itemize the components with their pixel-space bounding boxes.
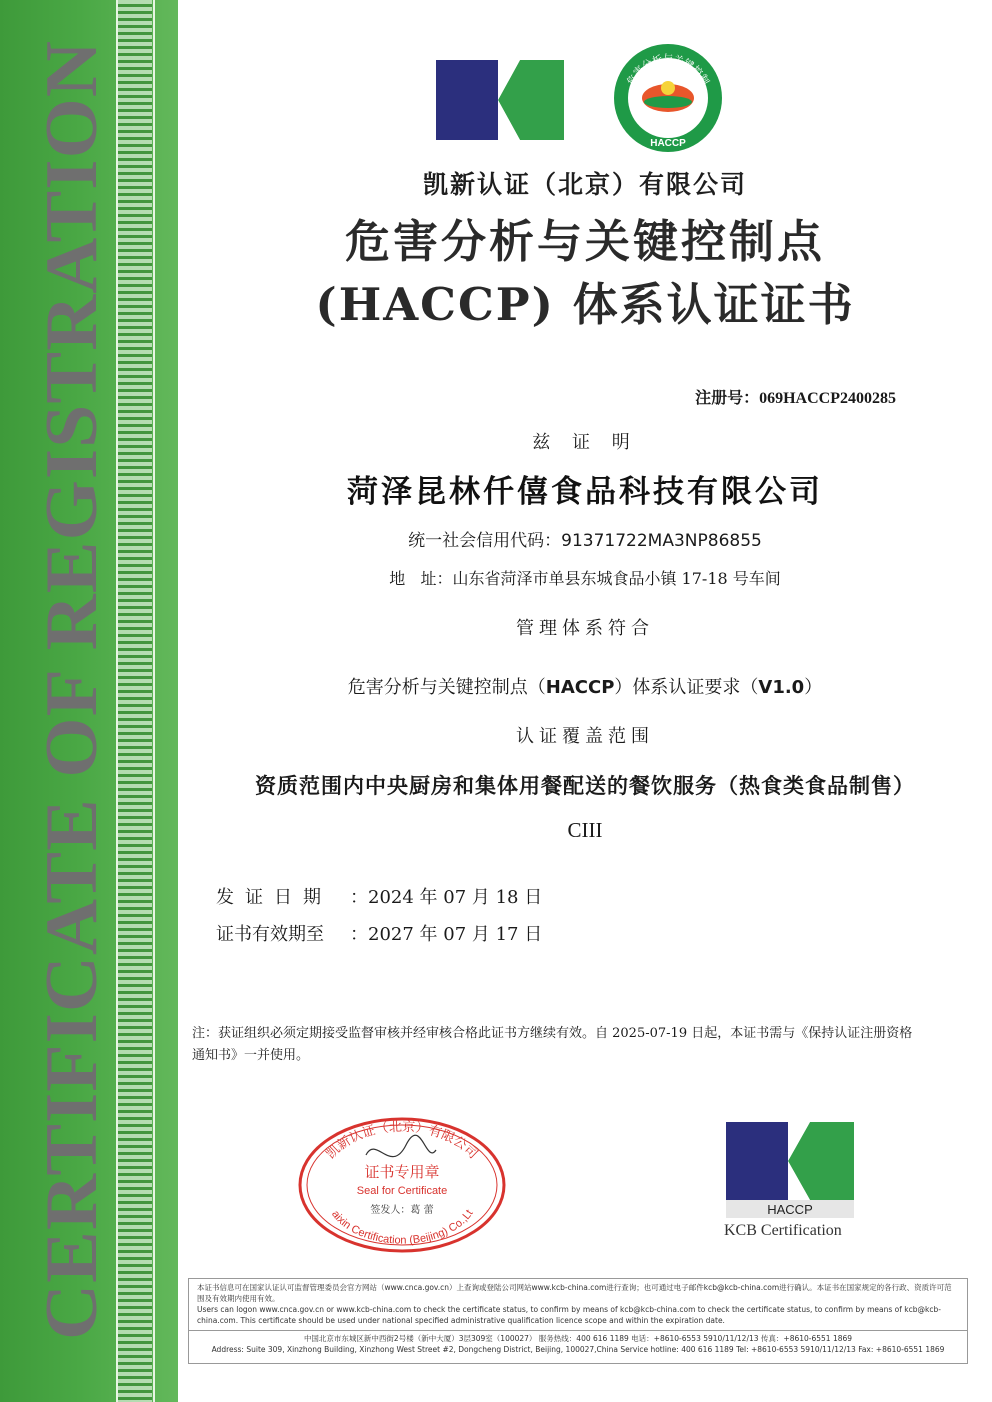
issuer-name: 凯新认证（北京）有限公司 xyxy=(422,170,747,199)
scope-heading: 认证覆盖范围 xyxy=(516,726,654,747)
issue-date-value: ：2024 年 07 月 18 日 xyxy=(350,887,543,908)
credit-code-label: 统一社会信用代码： xyxy=(408,531,562,551)
certificate-title-line2: (HACCP) 体系认证证书 xyxy=(315,278,855,331)
credit-code-line xyxy=(178,526,992,551)
standard-line xyxy=(178,673,992,699)
stamp-top-arc: 凯新认证（北京）有限公司 xyxy=(323,1119,481,1163)
haccp-seal-bottom-text: HACCP xyxy=(650,138,686,149)
kcb-haccp-logo xyxy=(726,1122,854,1218)
signature-stroke xyxy=(366,1135,436,1156)
kcb-logo xyxy=(436,60,564,140)
scope-text: 资质范围内中央厨房和集体用餐配送的餐饮服务（热食类食品制售） xyxy=(255,773,915,798)
footer-en-address: Address: Suite 309, Xinzhong Building, Xinzhong West Street #2, Dongcheng District, Beijing, 100027,China Service hotline: 400 616 1189 Tel: +8610-6553 5910/11/12/13 Fax: +8610-6551 1869 xyxy=(211,1345,945,1354)
certificate-title-line1: 危害分析与关键控制点 xyxy=(344,215,825,268)
haccp-seal-top-text: 危害分析与关键控制 xyxy=(625,54,711,88)
footer-box xyxy=(188,1278,968,1364)
company-name: 菏泽昆林仟僖食品科技有限公司 xyxy=(347,474,823,510)
standard-haccp: HACCP xyxy=(545,677,615,698)
expiry-date-label: 证书有效期至 xyxy=(216,924,324,945)
stamp-center-cn: 证书专用章 xyxy=(364,1163,440,1181)
footer-en-notice: Users can logon www.cnca.gov.cn or www.kcb-china.com to check the certificate status, to confirm by means of kcb@kcb-china.com to check the certificate status, to confirm by means of kcb@kcb-china.com. This certificate should be used under national specified administrative qualification licence scope and within the expiration date. xyxy=(197,1305,941,1325)
footer-cn-notice: 本证书信息可在国家认证认可监督管理委员会官方网站（www.cnca.gov.cn）上查询或登陆公司网站www.kcb-china.com进行查询；也可通过电子邮件kcb@kcb-china.com进行确认。本证书在国家规定的各行政、资质许可范围及有效期内使用有效。 xyxy=(197,1283,952,1303)
stamp-signer: 签发人：葛 蕾 xyxy=(370,1205,434,1216)
stamp-center-en: Seal for Certificate xyxy=(356,1185,448,1197)
registration-label: 注册号： xyxy=(695,388,760,407)
standard-mid: ）体系认证要求（ xyxy=(614,677,759,698)
standard-version: V1.0 xyxy=(758,677,805,698)
kcb-haccp-mark-text: HACCP xyxy=(767,1202,813,1217)
hereby-certify: 兹 证 明 xyxy=(532,432,638,453)
credit-code-value: 91371722MA3NP86855 xyxy=(561,531,762,551)
address-line xyxy=(178,566,992,589)
kcb-certification-caption: KCB Certification xyxy=(724,1222,842,1239)
registration-number xyxy=(695,385,896,408)
scope-code: CIII xyxy=(567,818,603,842)
registration-value: 069HACCP2400285 xyxy=(759,390,896,407)
footer-divider xyxy=(189,1330,967,1331)
standard-pre: 危害分析与关键控制点（ xyxy=(347,677,546,698)
company-stamp xyxy=(296,1115,508,1255)
side-title-wrapper xyxy=(0,0,178,1402)
standard-post: ） xyxy=(804,677,823,698)
stamp-bottom-arc: aixin Certification (Beijing) Co.,Lt xyxy=(329,1207,476,1247)
footer-cn-address: 中国北京市东城区新中西街2号楼（新中大厦）3层309室（100027） 服务热线：400 616 1189 电话：+8610-6553 5910/11/12/13 传真：+8610-6551 1869 xyxy=(303,1334,853,1343)
expiry-date-value: ：2027 年 07 月 17 日 xyxy=(350,924,543,945)
side-title: CERTIFICATE OF REGISTRATION xyxy=(31,99,113,1340)
issue-date-label: 发证日期 xyxy=(216,887,332,908)
haccp-seal-logo xyxy=(612,42,724,154)
address-label: 地 址： xyxy=(389,569,453,588)
conform-statement: 管理体系符合 xyxy=(516,618,654,639)
address-value: 山东省菏泽市单县东城食品小镇 17-18 号车间 xyxy=(452,569,781,588)
validity-note: 注：获证组织必须定期接受监督审核并经审核合格此证书方继续有效。自 2025-07-19 日起，本证书需与《保持认证注册资格通知书》一并使用。 xyxy=(192,1026,913,1063)
svg-text:凯新认证（北京）有限公司 xyxy=(323,1119,480,1162)
